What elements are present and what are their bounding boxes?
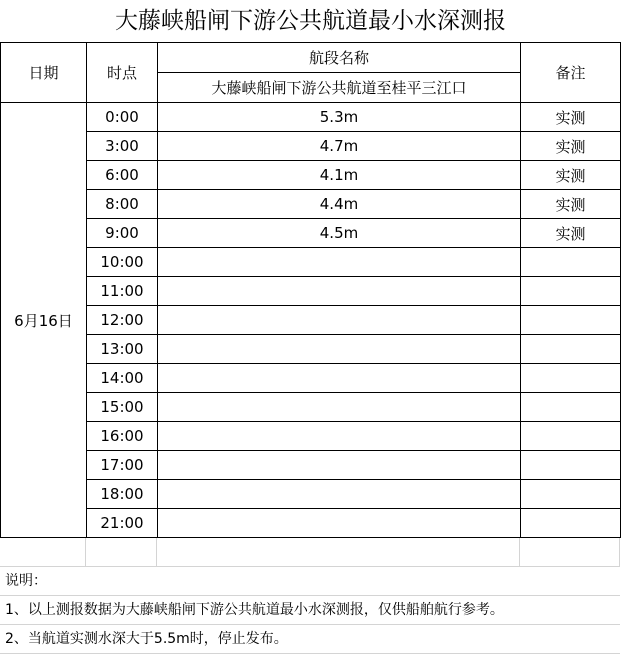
depth-cell — [158, 422, 521, 451]
remark-cell: 实测 — [521, 190, 621, 219]
remark-cell — [521, 335, 621, 364]
header-date: 日期 — [1, 43, 87, 103]
table-row — [1, 103, 621, 132]
remark-cell — [521, 248, 621, 277]
depth-cell — [158, 393, 521, 422]
remark-cell: 实测 — [521, 132, 621, 161]
depth-cell — [158, 364, 521, 393]
notes-line1: 1、以上测报数据为大藤峡船闸下游公共航道最小水深测报，仅供船舶航行参考。 — [5, 602, 504, 618]
time-cell: 17:00 — [87, 451, 158, 480]
time-cell: 21:00 — [87, 509, 158, 538]
remark-cell — [521, 422, 621, 451]
depth-cell: 4.1m — [158, 161, 521, 190]
table-row — [1, 422, 621, 451]
depth-cell — [158, 451, 521, 480]
notes-line2-row — [0, 625, 620, 654]
header-remark: 备注 — [521, 43, 621, 103]
depth-cell — [158, 277, 521, 306]
depth-cell — [158, 335, 521, 364]
remark-cell — [521, 364, 621, 393]
remark-cell — [521, 509, 621, 538]
notes-line2: 2、当航道实测水深大于5.5m时，停止发布。 — [5, 631, 288, 647]
remark-cell: 实测 — [521, 219, 621, 248]
time-cell: 10:00 — [87, 248, 158, 277]
date-cell: 6月16日 — [1, 103, 87, 538]
table-row — [1, 306, 621, 335]
time-cell: 15:00 — [87, 393, 158, 422]
depth-cell: 5.3m — [158, 103, 521, 132]
remark-cell — [521, 480, 621, 509]
table-row — [1, 364, 621, 393]
notes-label: 说明： — [5, 573, 47, 589]
time-cell: 14:00 — [87, 364, 158, 393]
table-row — [1, 190, 621, 219]
remark-cell: 实测 — [521, 161, 621, 190]
table-row — [1, 480, 621, 509]
time-cell: 12:00 — [87, 306, 158, 335]
table-row — [1, 451, 621, 480]
table-row — [1, 132, 621, 161]
depth-cell — [158, 509, 521, 538]
notes-label-row — [0, 567, 620, 596]
header-segment-name: 航段名称 — [158, 43, 521, 73]
remark-cell: 实测 — [521, 103, 621, 132]
depth-cell: 4.7m — [158, 132, 521, 161]
remark-cell — [521, 277, 621, 306]
depth-cell: 4.4m — [158, 190, 521, 219]
header-time: 时点 — [87, 43, 158, 103]
depth-cell — [158, 480, 521, 509]
notes-area — [0, 538, 620, 654]
table-row — [1, 219, 621, 248]
header-segment: 大藤峡船闸下游公共航道至桂平三江口 — [158, 73, 521, 103]
time-cell: 11:00 — [87, 277, 158, 306]
time-cell: 8:00 — [87, 190, 158, 219]
table-row — [1, 277, 621, 306]
remark-cell — [521, 306, 621, 335]
depth-cell — [158, 248, 521, 277]
time-cell: 6:00 — [87, 161, 158, 190]
time-cell: 0:00 — [87, 103, 158, 132]
table-row — [1, 335, 621, 364]
time-cell: 9:00 — [87, 219, 158, 248]
table-row — [1, 393, 621, 422]
time-cell: 18:00 — [87, 480, 158, 509]
depth-cell: 4.5m — [158, 219, 521, 248]
table-row — [1, 161, 621, 190]
notes-line1-row — [0, 596, 620, 625]
remark-cell — [521, 393, 621, 422]
time-cell: 3:00 — [87, 132, 158, 161]
depth-table — [0, 42, 621, 538]
table-row — [1, 248, 621, 277]
blank-row — [0, 538, 620, 567]
table-row — [1, 509, 621, 538]
time-cell: 13:00 — [87, 335, 158, 364]
report-title: 大藤峡船闸下游公共航道最小水深测报 — [115, 8, 506, 34]
remark-cell — [521, 451, 621, 480]
time-cell: 16:00 — [87, 422, 158, 451]
depth-cell — [158, 306, 521, 335]
